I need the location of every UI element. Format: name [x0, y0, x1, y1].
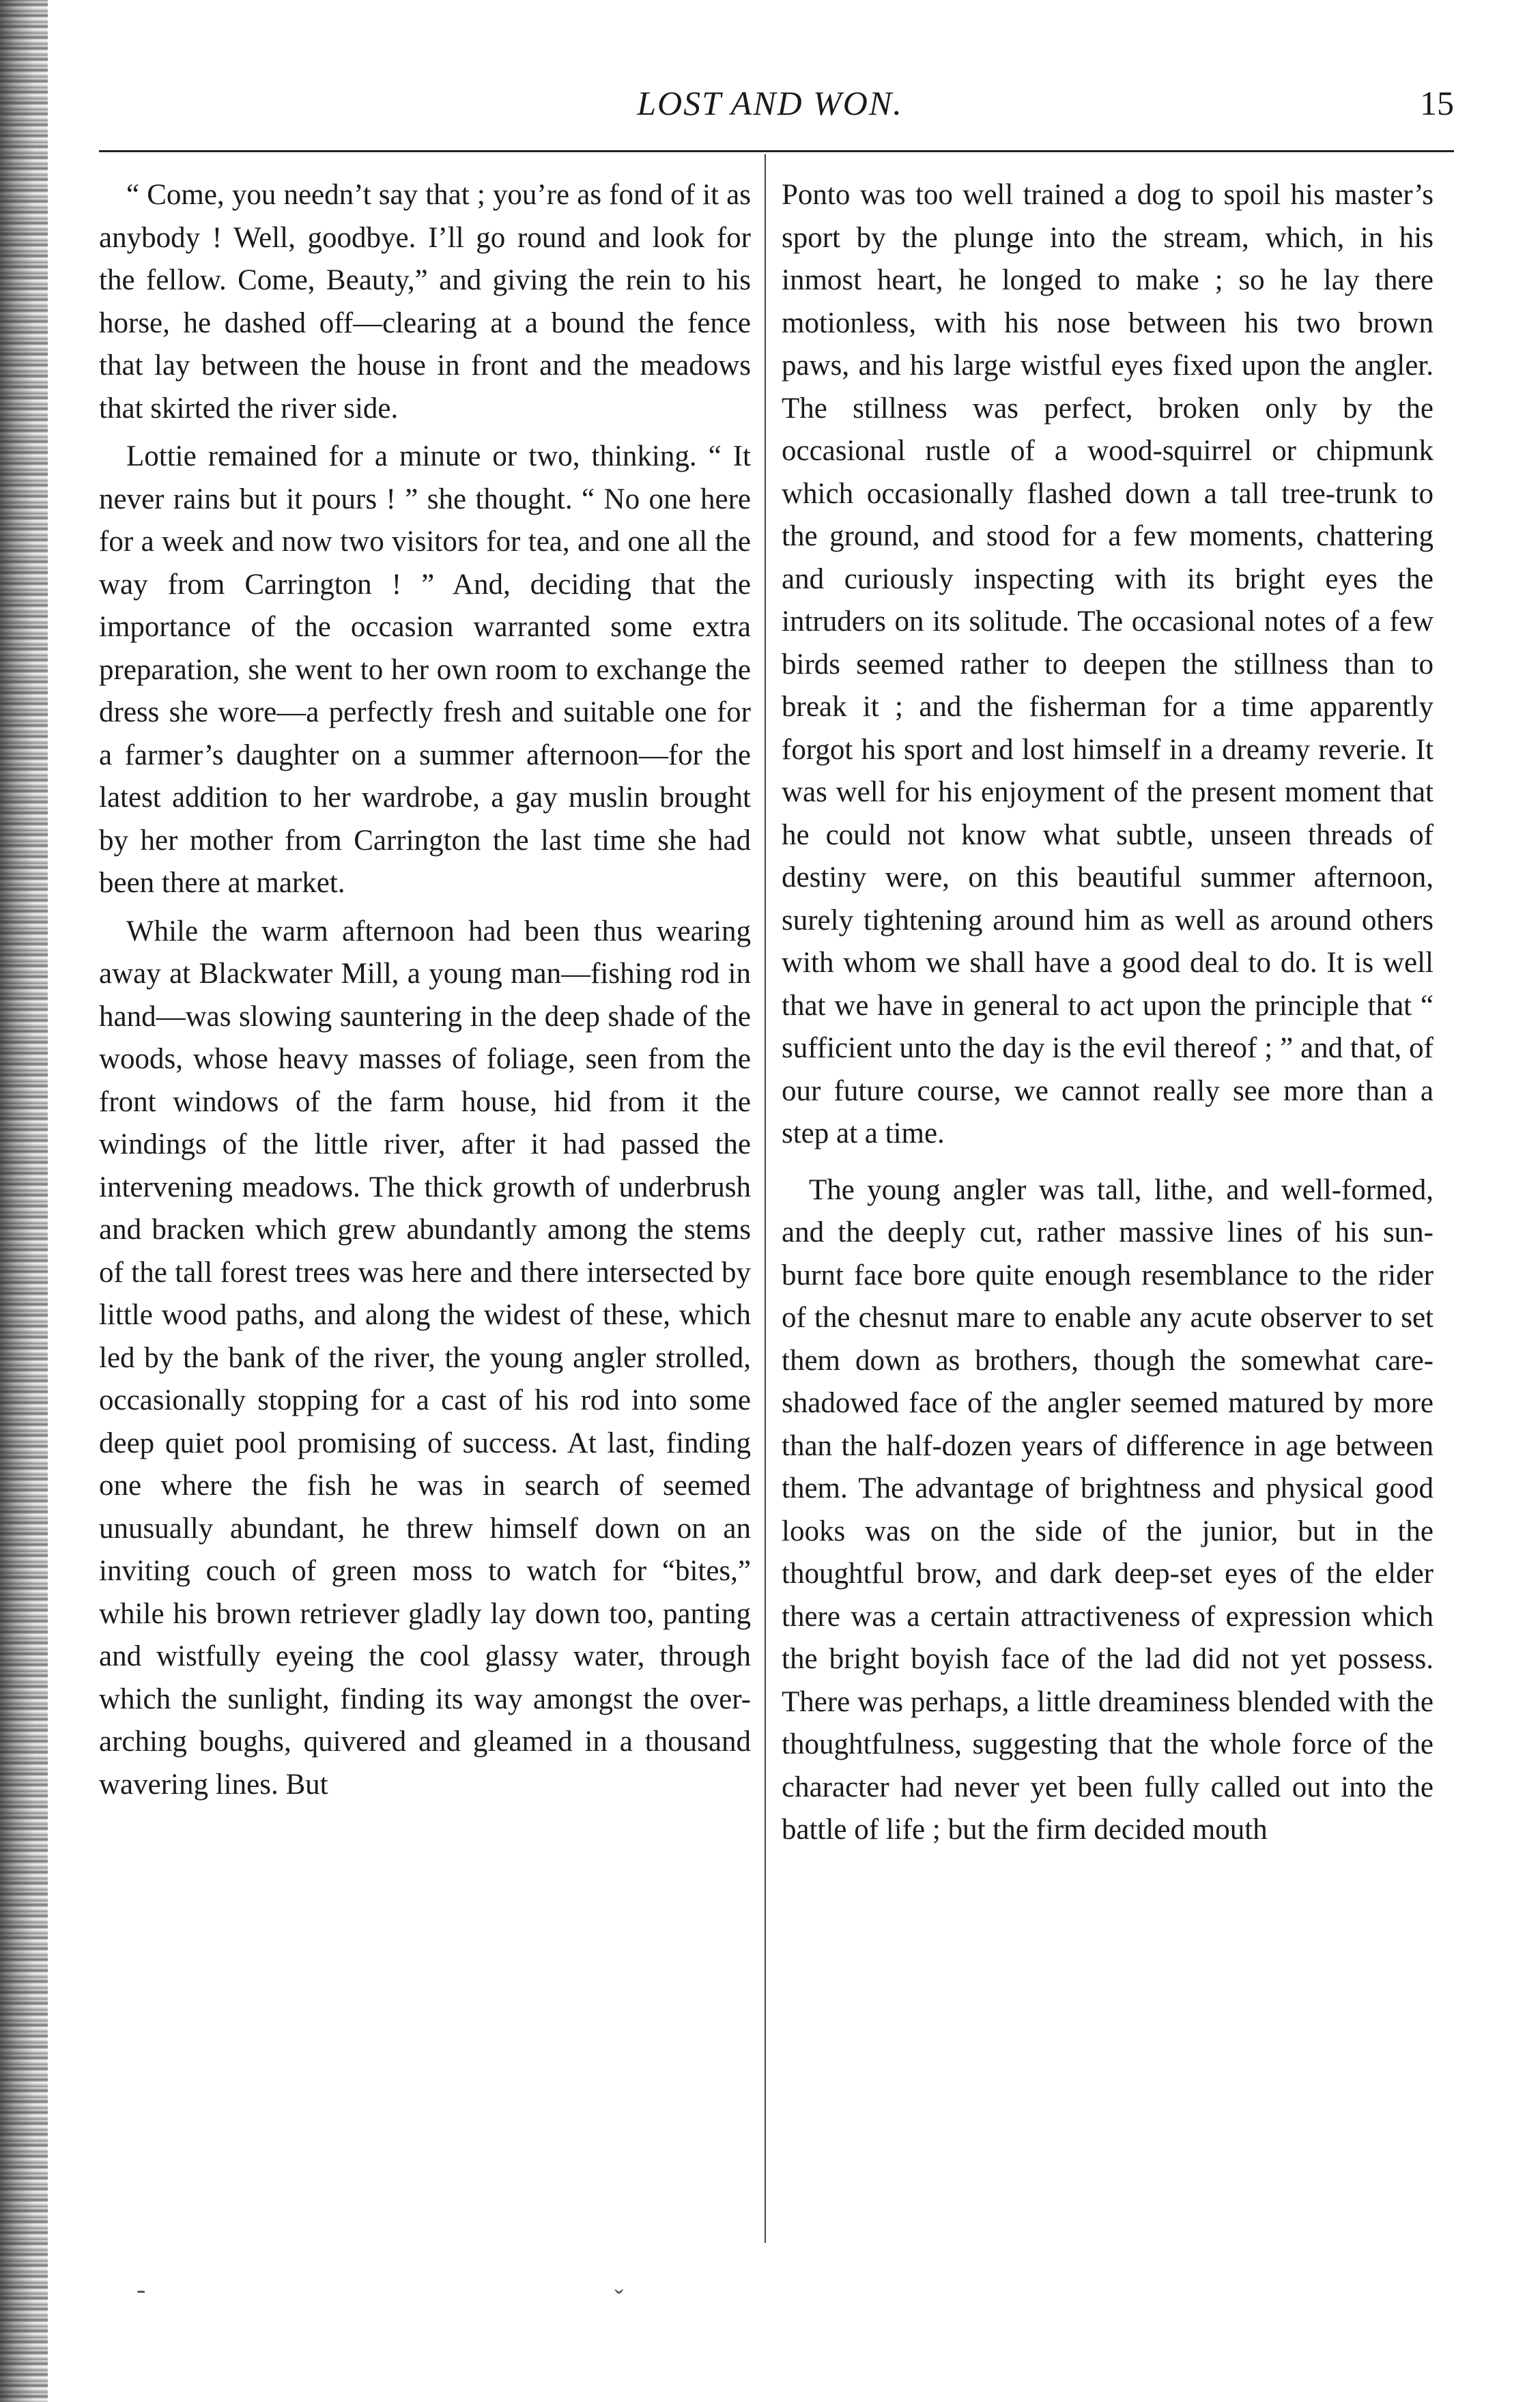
stray-mark: ˇ — [614, 2284, 624, 2315]
page-number: 15 — [1420, 84, 1454, 122]
paragraph: While the warm afternoon had been thus wearing away at Blackwater Mill, a young man—fishing rod in hand—was slowing sauntering in the deep shade of the woods, whose heavy masses of foliage, seen from the front windows of the farm house, hid from it the windings of the little river, after it had passed the intervening meadows. The thick growth of underbrush and bracken which grew abundantly among the stems of the tall forest trees was here and there intersected by little wood paths, and along the widest of these, which led by the bank of the river, the young angler strolled, occasionally stopping for a cast of his rod into some deep quiet pool promising of success. At last, finding one where the fish he was in search of seemed unusually abundant, he threw himself down on an inviting couch of green moss to watch for “bites,” while his brown retriever gladly lay down too, panting and wistfully eyeing the cool glassy water, through which the sunlight, finding its way amongst the over-arching boughs, quivered and gleamed in a thousand wavering lines. But — [99, 915, 751, 1801]
column-divider — [765, 154, 766, 2243]
left-column — [99, 174, 751, 2249]
running-title: LOST AND WON. — [637, 84, 903, 122]
paragraph: “ Come, you needn’t say that ; you’re as fond of it as anybody ! Well, goodbye. I’ll go round and look for the fellow. Come, Beauty,” and giving the rein to his horse, he dashed off—clearing at a bound the fence that lay between the house in front and the meadows that skirted the river side. — [99, 179, 751, 425]
right-column — [782, 174, 1434, 2249]
paragraph: Ponto was too well trained a dog to spoil his master’s sport by the plunge into the stream, which, in his inmost heart, he longed to make ; so he lay there motionless, with his nose between his two brown paws, and his large wistful eyes fixed upon the angler. The stillness was perfect, broken only by the occasional rustle of a wood-squirrel or chipmunk which occasionally flashed down a tall tree-trunk to the ground, and stood for a few moments, chattering and curiously inspecting with its bright eyes the intruders on its solitude. The occasional notes of a few birds seemed rather to deepen the stillness than to break it ; and the fisherman for a time apparently forgot his sport and lost himself in a dreamy reverie. It was well for his enjoyment of the present moment that he could not know what subtle, unseen threads of destiny were, on this beautiful summer afternoon, surely tightening around him as well as around others with whom we shall have a good deal to do. It is well that we have in general to act upon the principle that “ sufficient unto the day is the evil thereof ; ” and that, of our future course, we cannot really see more than a step at a time. — [782, 179, 1434, 1149]
paragraph: Lottie remained for a minute or two, thinking. “ It never rains but it pours ! ” she thought. “ No one here for a week and now two visitors for tea, and one all the way from Carrington ! ” And, deciding that the importance of the occasion warranted some extra preparation, she went to her own room to exchange the dress she wore—a perfectly fresh and suitable one for a farmer’s daughter on a summer afternoon—for the latest addition to her wardrobe, a gay muslin brought by her mother from Carrington the last time she had been there at market. — [99, 440, 751, 899]
page-binding-edge — [0, 0, 48, 2402]
stray-mark: - — [137, 2274, 146, 2304]
header-rule — [99, 150, 1454, 152]
paragraph: The young angler was tall, lithe, and well-formed, and the deeply cut, rather massive lines of his sun-burnt face bore quite enough resemblance to the rider of the chesnut mare to enable any acute observer to set them down as brothers, though the somewhat care-shadowed face of the angler seemed matured by more than the half-dozen years of difference in age between them. The advantage of brightness and physical good looks was on the side of the junior, but in the thoughtful brow, and dark deep-set eyes of the elder there was a certain attractiveness of expression which the bright boyish face of the lad did not yet possess. There was perhaps, a little dreaminess blended with the thoughtfulness, suggesting that the whole force of the character had never yet been fully called out into the battle of life ; but the firm decided mouth — [782, 1173, 1434, 1846]
